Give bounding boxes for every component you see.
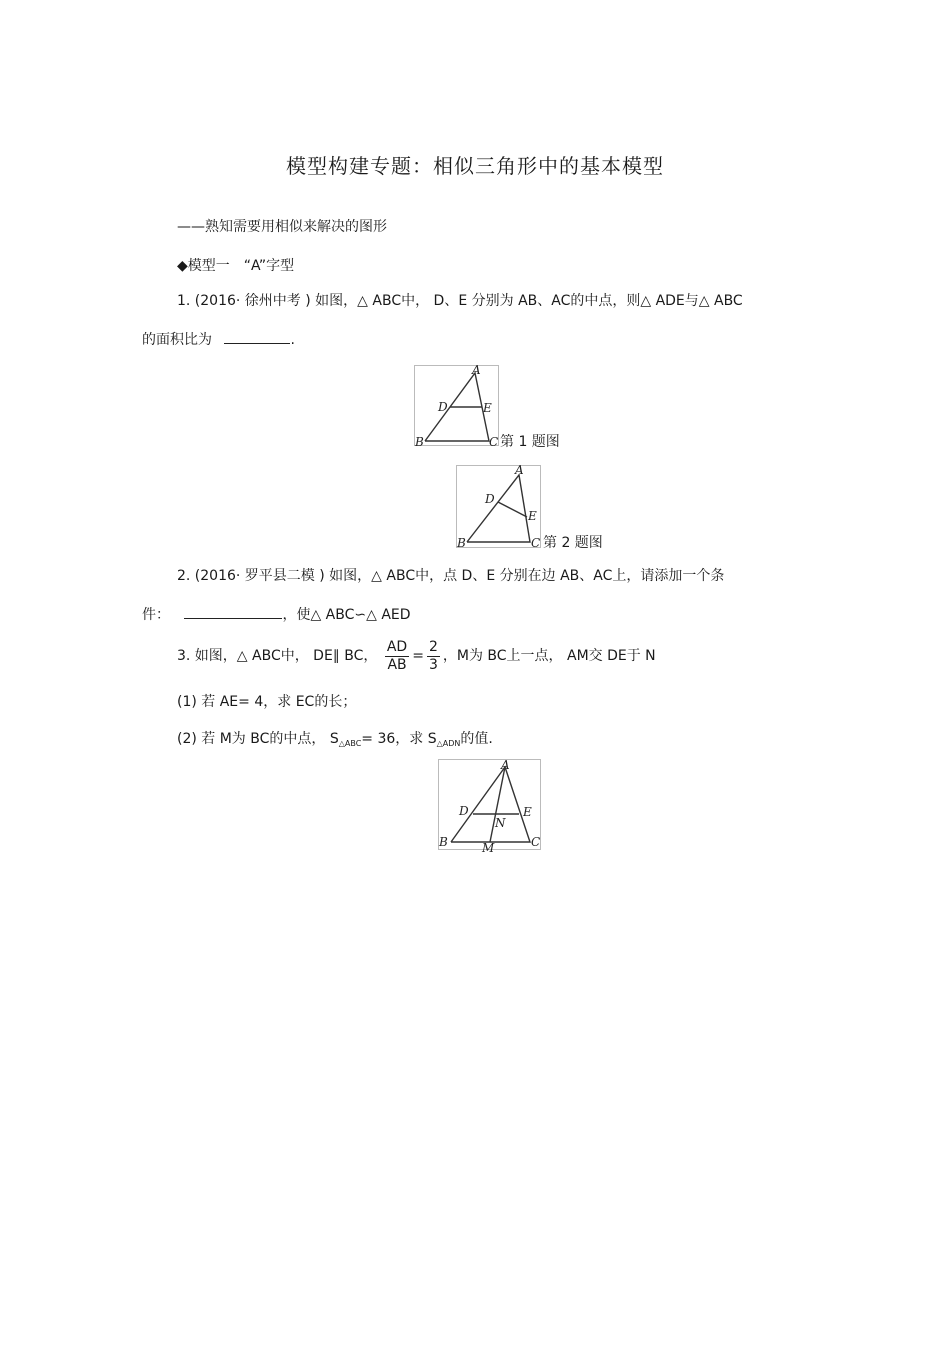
q2-line2 xyxy=(142,605,411,624)
fig3-label-a: A xyxy=(501,758,510,772)
fig2-label-c: C xyxy=(531,536,541,550)
fig3-label-d: D xyxy=(459,804,469,818)
fig2-label-a: A xyxy=(515,464,524,477)
fig1-label-a: A xyxy=(472,364,481,377)
fig1-label-b: B xyxy=(415,435,424,449)
q3-frac1-numerator: AD xyxy=(386,638,408,655)
q3-equals: = xyxy=(412,648,424,664)
fig2-label-e: E xyxy=(528,509,537,523)
fig2-label-b: B xyxy=(457,536,466,550)
fig3-label-n: N xyxy=(495,816,506,830)
fig1-label-d: D xyxy=(438,400,448,414)
q3-fraction-2-3 xyxy=(427,639,440,674)
q3-part2 xyxy=(177,730,493,753)
q3-pre: 3. 如图，△ ABC中， DE∥ BC， xyxy=(177,648,378,664)
q1-line2 xyxy=(142,330,295,349)
q3-post: ，M为 BC上一点， AM交 DE于 N xyxy=(442,648,656,664)
q2-line2-post: ，使△ ABC∽△ AED xyxy=(282,607,411,623)
figure-3 xyxy=(437,758,543,854)
q3-part2-sub-adn: △ADN xyxy=(436,739,461,748)
fig3-label-m: M xyxy=(482,841,495,854)
page-title: 模型构建专题：相似三角形中的基本模型 xyxy=(286,154,664,178)
fig2-segment-de xyxy=(498,502,527,517)
fig3-label-e: E xyxy=(523,805,532,819)
fig3-label-c: C xyxy=(531,835,541,849)
q3-part1: (1) 若 AE= 4，求 EC的长； xyxy=(177,694,357,710)
q1-line1: 1. (2016· 徐州中考 ) 如图，△ ABC中， D、E 分别为 AB、AC的中点，则△ ADE与△ ABC xyxy=(177,293,743,309)
q3-frac2-denominator: 3 xyxy=(428,656,438,673)
fig1-label-c: C xyxy=(489,435,499,449)
fig1-label-e: E xyxy=(483,401,492,415)
q3-line1 xyxy=(177,637,656,675)
model1-heading: ◆模型一 “A”字型 xyxy=(177,258,295,274)
fig2-triangle xyxy=(467,475,530,542)
q2-line1: 2. (2016· 罗平县二模 ) 如图，△ ABC中，点 D、E 分别在边 AB、AC上，请添加一个条 xyxy=(177,568,725,584)
q1-line2-pre: 的面积比为 xyxy=(142,332,212,348)
q3-frac2-numerator: 2 xyxy=(428,638,438,655)
q3-frac1-denominator: AB xyxy=(387,656,407,673)
q3-part2-a: (2) 若 M为 BC的中点， S xyxy=(177,731,339,747)
figure-1 xyxy=(413,364,501,450)
fig2-label-d: D xyxy=(485,492,495,506)
q1-answer-blank[interactable] xyxy=(224,330,290,344)
q3-fraction-ad-ab xyxy=(385,639,409,674)
q3-part2-c: 的值. xyxy=(460,731,493,747)
q2-line2-pre: 件： xyxy=(142,607,170,623)
q2-answer-blank[interactable] xyxy=(184,605,282,619)
fig2-caption: 第 2 题图 xyxy=(543,535,603,551)
fig3-label-b: B xyxy=(439,835,448,849)
q3-part2-sub-abc: △ABC xyxy=(338,739,362,748)
figure-2 xyxy=(455,464,543,550)
fig1-caption: 第 1 题图 xyxy=(500,434,560,450)
q1-line2-post: . xyxy=(290,332,295,348)
q3-part2-b: = 36，求 S xyxy=(361,731,437,747)
subtitle: ——熟知需要用相似来解决的图形 xyxy=(177,219,387,235)
